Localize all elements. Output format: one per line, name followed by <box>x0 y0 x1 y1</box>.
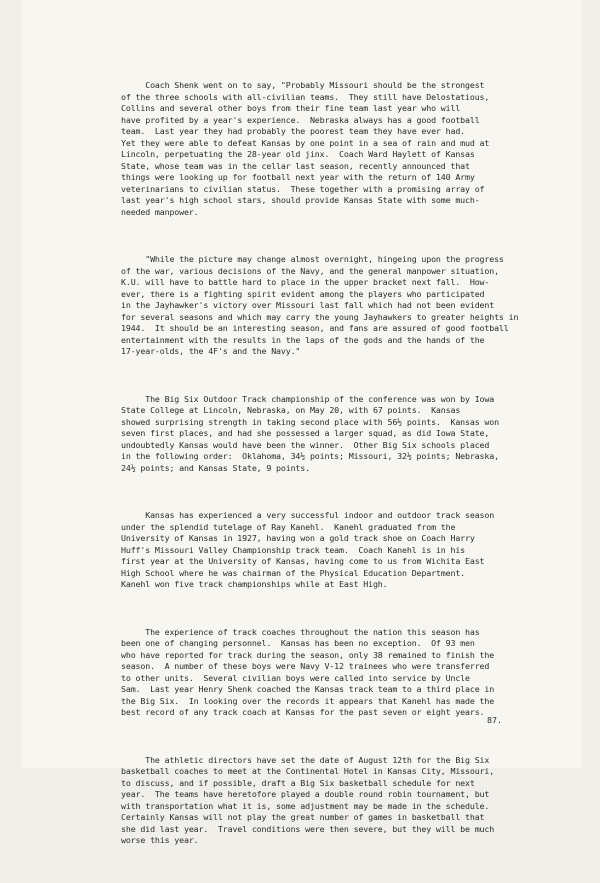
paragraph-outdoor-track: The Big Six Outdoor Track championship of the conference was won by Iowa State College at Lincoln, Nebraska, on May 20, with 67 points. Kansas showed surprising strength in taking second place with 56½ points. Kansas won seven first places, and had she possessed a larger squad, as did Iowa State, undoubtedly Kansas would have been the winner. Other Big Six schools placed in the following order: Oklahoma, 34½ points; Missouri, 32½ points; Nebraska, 24½ points; and Kansas State, 9 points. <box>121 393 499 473</box>
paragraph-football-outlook: Coach Shenk went on to say, "Probably Missouri should be the strongest of the three schools with all-civilian teams. They still have Delostatious, Collins and several other boys from their fine team last year who will have profited by a year's experience. Nebraska always has a good football team. Last year they had probably the poorest team they have ever had. Yet they were able to defeat Kansas by one point in a sea of rain and mud at Lincoln, perpetuating the 28-year old jinx. Coach Ward Haylett of Kansas State, whose team was in the cellar last season, recently announced that things were looking up for football next year with the return of 140 Army veterinarians to civilian status. These together with a promising array of last year's high school stars, should provide Kansas State with some much- needed manpower. <box>121 80 490 217</box>
page-number: 87. <box>487 715 502 725</box>
paragraph-fighting-spirit: "While the picture may change almost overnight, hingeing upon the progress of the war, various decisions of the Navy, and the general manpower situation, K.U. will have to battle hard to place in the upper bracket next fall. How- ever, there is a fighting spirit evident among the players who participated in the Jayhawker's victory over Missouri last fall which had not been evident for several seasons and which may carry the young Jayhawkers to greater heights in 1944. It should be an interesting season, and fans are assured of good football entertainment with the results in the laps of the gods and the hands of the 17-year-olds, the 4F's and the Navy." <box>121 254 519 356</box>
paragraph-basketball-schedule: The athletic directors have set the date of August 12th for the Big Six basketball coaches to meet at the Continental Hotel in Kansas City, Missouri, to discuss, and if possible, draft a Big Six basketball schedule for next year. The teams have heretofore played a double round robin tournament, but with transportation what it is, some adjustment may be made in the schedule. Certainly Kansas will not play the great number of games in basketball that she did last year. Travel conditions were then severe, but they will be much worse this year. <box>121 754 495 845</box>
body-text <box>121 57 581 883</box>
paragraph-kanehl: Kansas has experienced a very successful indoor and outdoor track season under the splendid tutelage of Ray Kanehl. Kanehl graduated from the University of Kansas in 1927, having won a gold track shoe on Coach Harry Huff's Missouri Valley Championship track team. Coach Kanehl is in his first year at the University of Kansas, having come to us from Wichita East High School where he was chairman of the Physical Education Department. Kanehl won five track championships while at East High. <box>121 510 495 589</box>
paragraph-track-personnel: The experience of track coaches throughout the nation this season has been one of changing personnel. Kansas has been no exception. Of 93 men who have reported for track during the season, only 38 remained to finish the season. A number of these boys were Navy V-12 trainees who were transferred to other units. Several civilian boys were called into service by Uncle Sam. Last year Henry Shenk coached the Kansas track team to a third place in the Big Six. In looking over the records it appears that Kanehl has made the best record of any track coach at Kansas for the past seven or eight years. <box>121 626 495 717</box>
